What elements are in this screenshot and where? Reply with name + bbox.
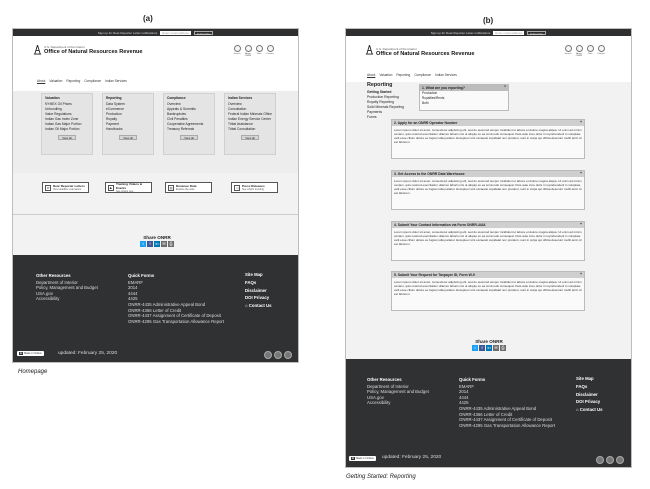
twitter-icon[interactable]: t: [140, 241, 146, 247]
email-icon[interactable]: ✉: [494, 345, 498, 350]
print-icon[interactable]: ⎙: [169, 241, 173, 246]
menu-link[interactable]: Indian Gas Major Portion: [45, 122, 82, 126]
footer-link[interactable]: USA.gov: [367, 394, 384, 400]
invision-badge[interactable]: in Made in InVision: [17, 351, 44, 356]
quicklink-press[interactable]: [231, 182, 278, 193]
view-all-button[interactable]: View all: [241, 135, 259, 140]
other-resources: [36, 273, 98, 302]
step-title[interactable]: 4. Submit Your Contact Information via Form ONRR-4444: [394, 223, 486, 227]
form-link[interactable]: 4425: [128, 296, 138, 302]
footer-link[interactable]: Policy, Management and Budget: [36, 285, 98, 291]
menu-link[interactable]: Overview: [228, 102, 242, 106]
site-header: [346, 36, 631, 82]
site-map-link[interactable]: Site Map: [245, 272, 263, 277]
dept-label: U.S. Department of the Interior: [44, 45, 85, 49]
data-icon[interactable]: Data: [255, 45, 263, 57]
nav-compliance[interactable]: Compliance: [84, 79, 102, 83]
faqs-link[interactable]: FAQs: [576, 383, 588, 389]
faqs-link[interactable]: FAQs: [245, 279, 257, 285]
facebook-icon[interactable]: f: [147, 241, 153, 247]
ring-icon[interactable]: [596, 456, 604, 464]
other-resources: [367, 377, 429, 406]
form-link[interactable]: ONRR-4437 Assignment of Certificate of Deposit: [128, 313, 221, 319]
footer-links: [576, 375, 602, 414]
nav-valuation[interactable]: Valuation: [49, 79, 63, 83]
footer-heading: Quick Forms: [459, 377, 486, 382]
nav-reporting[interactable]: Reporting: [66, 79, 81, 83]
menu-heading: Reporting: [106, 96, 122, 100]
option-production[interactable]: Production: [422, 91, 438, 95]
oil-derrick-icon: [365, 45, 374, 55]
menu-link[interactable]: Bankruptcies: [167, 112, 187, 116]
data-icon[interactable]: Data: [586, 45, 594, 57]
privacy-link[interactable]: DOI Privacy: [245, 295, 270, 301]
menu-heading: Valuation: [45, 96, 60, 100]
quicklink-title: Revenue Data: [176, 184, 197, 188]
building-icon: ⌂: [245, 303, 249, 309]
nav-about[interactable]: About: [37, 79, 46, 83]
form-link[interactable]: ONRR-4366 Letter of Credit: [459, 411, 513, 417]
divider: [13, 214, 299, 215]
ring-icon[interactable]: [264, 351, 272, 359]
menu-link[interactable]: Data System: [106, 102, 125, 106]
menu-col-valuation: [41, 93, 93, 155]
footer-icons: [596, 456, 624, 464]
question-dropdown[interactable]: [419, 84, 509, 111]
reporting-screenshot: [345, 28, 632, 468]
print-icon[interactable]: ⎙: [501, 345, 505, 350]
email-input[interactable]: Enter email address: [162, 30, 189, 35]
view-all-button[interactable]: View all: [119, 135, 137, 140]
form-link[interactable]: 2014: [128, 285, 138, 291]
sidebar-item-getting-started[interactable]: Getting Started: [367, 90, 392, 94]
form-link[interactable]: ONRR-4295 Gas Transportation Allowance Report: [459, 422, 556, 428]
site-title[interactable]: Office of Natural Resources Revenue: [376, 51, 475, 57]
step-accordion: [391, 119, 585, 159]
main-nav: [367, 73, 457, 77]
menu-link[interactable]: Handbooks: [106, 127, 123, 131]
panel-a-label: (a): [143, 14, 153, 23]
menu-link[interactable]: Payment: [106, 122, 120, 126]
step-accordion: [391, 271, 585, 311]
share-block: [457, 339, 521, 351]
form-link[interactable]: 4444: [459, 394, 469, 400]
social-icons: [457, 345, 521, 351]
expand-icon[interactable]: +: [580, 171, 582, 175]
form-link[interactable]: ONRR-4435 Administrative Appeal Bond: [128, 301, 206, 307]
email-icon[interactable]: ✉: [162, 241, 166, 246]
letter-icon: ✉: [46, 185, 50, 190]
quicklink-revenue-data[interactable]: [165, 182, 212, 193]
site-footer: [13, 255, 299, 363]
footer-links: [245, 271, 271, 310]
menu-col-compliance: [163, 93, 215, 155]
panel-a-caption: Homepage: [18, 369, 48, 375]
quicklink-sub: View deadline extensions: [53, 188, 82, 191]
nav-compliance[interactable]: Compliance: [414, 73, 432, 77]
footer-link[interactable]: Policy, Management and Budget: [367, 389, 429, 395]
expand-icon[interactable]: +: [580, 120, 582, 124]
privacy-link[interactable]: DOI Privacy: [576, 399, 601, 405]
step-title[interactable]: 3. Get Access to the ONRR Data Warehouse: [394, 172, 465, 176]
form-link[interactable]: 2014: [459, 389, 469, 395]
quicklink-title: Training Videos & Events: [116, 182, 143, 190]
sidebar-item-solid-minerals[interactable]: Solid Minerals Reporting: [367, 105, 404, 109]
sidebar-item-royalty[interactable]: Royalty Reporting: [367, 100, 394, 104]
expand-icon[interactable]: +: [580, 272, 582, 276]
menu-link[interactable]: Indian Gas Index Zone: [45, 117, 79, 121]
subscribe-button[interactable]: Subscribe: [527, 31, 546, 35]
ring-icon[interactable]: [274, 351, 282, 359]
nav-indian-services[interactable]: Indian Services: [105, 79, 127, 83]
menu-link[interactable]: Indian Energy Service Center: [228, 117, 272, 121]
menu-link[interactable]: Tribal Assistance: [228, 122, 253, 126]
sidebar-item-production[interactable]: Production Reporting: [367, 95, 399, 99]
disclaimer-link[interactable]: Disclaimer: [576, 391, 598, 397]
menu-link[interactable]: Overview: [167, 102, 181, 106]
menu-heading: Indian Services: [228, 96, 253, 100]
quicklink-title: Press Releases: [242, 184, 265, 188]
quicklink-sub: See what's trending: [242, 188, 264, 191]
homepage-screenshot: [12, 28, 299, 363]
step-title[interactable]: 5. Submit Your Request for Taxpayer ID, Form W-9: [394, 273, 475, 277]
footer-link[interactable]: Accessibility: [367, 400, 391, 406]
ring-icon[interactable]: [606, 456, 614, 464]
oil-derrick-icon: [33, 45, 42, 55]
mega-menu: [13, 91, 298, 173]
option-both[interactable]: Both: [422, 101, 429, 105]
share-block: [125, 235, 189, 247]
panel-b-label: (b): [483, 16, 494, 25]
contact-us-link[interactable]: ⌂ Contact Us: [245, 303, 272, 309]
form-link[interactable]: ONRR-4366 Letter of Credit: [128, 307, 182, 313]
search-icon[interactable]: Search: [233, 45, 241, 57]
view-all-button[interactable]: View all: [58, 135, 76, 140]
video-icon: ▶: [109, 185, 113, 190]
site-title[interactable]: Office of Natural Resources Revenue: [44, 49, 143, 55]
quick-forms: [459, 377, 555, 428]
menu-link[interactable]: Tribal Consultation: [228, 127, 256, 131]
menu-heading: Compliance: [167, 96, 186, 100]
nav-about[interactable]: About: [367, 73, 376, 77]
question-title: 1. What are you reporting?: [422, 86, 465, 90]
quicklink-sub: See what's new: [116, 190, 134, 193]
form-link[interactable]: ONRR-4437 Assignment of Certificate of Deposit: [459, 417, 552, 423]
about-icon[interactable]: About ONRR: [575, 45, 583, 57]
facebook-icon[interactable]: f: [479, 345, 485, 351]
notification-text: Sign up for Dear Reporter Letter notifications: [430, 30, 491, 35]
last-updated: updated: February 25, 2020: [58, 351, 118, 356]
main-nav: [37, 79, 127, 83]
reporting-sidebar: [367, 83, 404, 120]
notification-text: Sign up for Dear Reporter Letter notifications: [97, 30, 158, 35]
menu-link[interactable]: Consultation: [228, 107, 247, 111]
menu-col-indian-services: [224, 93, 276, 155]
menu-link[interactable]: Cooperative Agreements: [167, 122, 204, 126]
chart-icon: ▥: [169, 185, 173, 190]
footer-link[interactable]: Department of Interior: [36, 279, 78, 285]
share-title: Share ONRR: [143, 235, 171, 240]
option-royalties[interactable]: Royalties/Rents: [422, 96, 445, 100]
linkedin-icon[interactable]: in: [155, 241, 159, 246]
invision-badge[interactable]: in Made in InVision: [349, 456, 376, 461]
disclaimer-link[interactable]: Disclaimer: [245, 287, 267, 293]
nav-valuation[interactable]: Valuation: [379, 73, 393, 77]
sidebar-item-forms[interactable]: Forms: [367, 115, 377, 119]
menu-link[interactable]: Civil Penalties: [167, 117, 188, 121]
menu-link[interactable]: Production: [106, 112, 122, 116]
about-icon[interactable]: About ONRR: [244, 45, 252, 57]
ring-icon[interactable]: [616, 456, 624, 464]
site-map-link[interactable]: Site Map: [576, 376, 594, 381]
step-accordion: [391, 170, 585, 210]
step-body: Lorem ipsum dolor sit amet, consectetur adipiscing elit, sed do eiusmod tempor incididunt ut labore et dolore magna aliqua. Ut enim ad minim veniam, quis nostrud exercitation ullamco laboris nisi ut aliquip ex ea commodo consequat. Duis aute irure dolor in reprehenderit in voluptate velit esse cillum dolore eu fugiat nulla pariatur. Excepteur sint occaecat cupidatat non proident, sunt in culpa qui officia deserunt mollit anim id est laborum.: [394, 230, 582, 246]
menu-link[interactable]: Federal Indian Minerals Office: [228, 112, 272, 116]
quick-forms: [128, 273, 224, 324]
footer-heading: Other Resources: [367, 377, 402, 382]
linkedin-icon[interactable]: in: [487, 345, 491, 350]
form-link[interactable]: EMARF: [459, 383, 475, 389]
notification-bar: [13, 29, 298, 36]
form-link[interactable]: ONRR-4435 Administrative Appeal Bond: [459, 405, 537, 411]
step-body: Lorem ipsum dolor sit amet, consectetur adipiscing elit, sed do eiusmod tempor incididunt ut labore et dolore magna aliqua. Ut enim ad minim veniam, quis nostrud exercitation ullamco laboris nisi ut aliquip ex ea commodo consequat. Duis aute irure dolor in reprehenderit in voluptate velit esse cillum dolore eu fugiat nulla pariatur. Excepteur sint occaecat cupidatat non proident, sunt in culpa qui officia deserunt mollit anim id est laborum.: [394, 128, 582, 144]
subscribe-button[interactable]: Subscribe: [194, 31, 213, 35]
footer-icons: [264, 351, 292, 359]
menu-link[interactable]: Royalty: [106, 117, 117, 121]
social-icons: [125, 241, 189, 247]
quicklink-sub: Explore the stats: [176, 188, 195, 191]
nav-reporting[interactable]: Reporting: [396, 73, 411, 77]
sidebar-item-payments[interactable]: Payments: [367, 110, 383, 114]
page-title: Reporting: [367, 82, 393, 88]
form-link[interactable]: ONRR-4295 Gas Transportation Allowance Report: [128, 318, 225, 324]
view-all-button[interactable]: View all: [180, 135, 198, 140]
footer-heading: Other Resources: [36, 273, 71, 278]
menu-link[interactable]: Treasury Referrals: [167, 127, 195, 131]
menu-link[interactable]: Indian Oil Major Portion: [45, 127, 80, 131]
form-link[interactable]: EMARF: [128, 279, 144, 285]
ring-icon[interactable]: [284, 351, 292, 359]
quicklink-dear-reporter[interactable]: [42, 182, 89, 193]
footer-link[interactable]: Accessibility: [36, 296, 60, 302]
footer-heading: Quick Forms: [128, 273, 155, 278]
notification-bar: [346, 29, 631, 36]
step-body: Lorem ipsum dolor sit amet, consectetur adipiscing elit, sed do eiusmod tempor incididunt ut labore et dolore magna aliqua. Ut enim ad minim veniam, quis nostrud exercitation ullamco laboris nisi ut aliquip ex ea commodo consequat. Duis aute irure dolor in reprehenderit in voluptate velit esse cillum dolore eu fugiat nulla pariatur. Excepteur sint occaecat cupidatat non proident, sunt in culpa qui officia deserunt mollit anim id est laborum.: [394, 179, 582, 195]
share-title: Share ONRR: [475, 339, 503, 344]
form-link[interactable]: 4444: [128, 290, 138, 296]
footer-link[interactable]: USA.gov: [36, 290, 53, 296]
twitter-icon[interactable]: t: [472, 345, 478, 351]
email-input[interactable]: Enter email address: [495, 30, 522, 35]
footer-link[interactable]: Department of Interior: [367, 383, 409, 389]
building-icon: ⌂: [576, 407, 580, 413]
dept-label: U.S. Department of the Interior: [376, 47, 417, 51]
quicklink-training[interactable]: [105, 182, 152, 193]
form-link[interactable]: 4425: [459, 400, 469, 406]
site-footer: [346, 359, 632, 468]
nav-indian-services[interactable]: Indian Services: [435, 73, 457, 77]
header-icons: [564, 45, 605, 57]
contact-icon[interactable]: Contact: [597, 45, 605, 57]
search-icon[interactable]: Search: [564, 45, 572, 57]
megaphone-icon: ◁: [235, 185, 239, 190]
menu-col-reporting: [102, 93, 154, 155]
menu-link[interactable]: Unbundling: [45, 107, 62, 111]
expand-icon[interactable]: +: [580, 222, 582, 226]
menu-link[interactable]: eCommerce: [106, 107, 124, 111]
last-updated: updated: February 25, 2020: [382, 455, 442, 460]
step-accordion: [391, 221, 585, 261]
panel-b-caption: Getting Started: Reporting: [346, 474, 416, 480]
menu-link[interactable]: NYMEX Oil Prices: [45, 102, 72, 106]
menu-link[interactable]: Appeals & Summits: [167, 107, 196, 111]
header-icons: [233, 45, 274, 57]
contact-us-link[interactable]: ⌂ Contact Us: [576, 407, 603, 413]
chevron-up-icon[interactable]: ^: [504, 85, 506, 89]
step-title[interactable]: 2. Apply for an ONRR Operator Number: [394, 121, 458, 125]
step-body: Lorem ipsum dolor sit amet, consectetur adipiscing elit, sed do eiusmod tempor incididunt ut labore et dolore magna aliqua. Ut enim ad minim veniam, quis nostrud exercitation ullamco laboris nisi ut aliquip ex ea commodo consequat. Duis aute irure dolor in reprehenderit in voluptate velit esse cillum dolore eu fugiat nulla pariatur. Excepteur sint occaecat cupidatat non proident, sunt in culpa qui officia deserunt mollit anim id est laborum.: [394, 280, 582, 296]
quicklink-title: Dear Reporter Letters: [53, 184, 85, 188]
contact-icon[interactable]: Contact: [266, 45, 274, 57]
menu-link[interactable]: Value Regulations: [45, 112, 72, 116]
site-header: [13, 36, 298, 91]
